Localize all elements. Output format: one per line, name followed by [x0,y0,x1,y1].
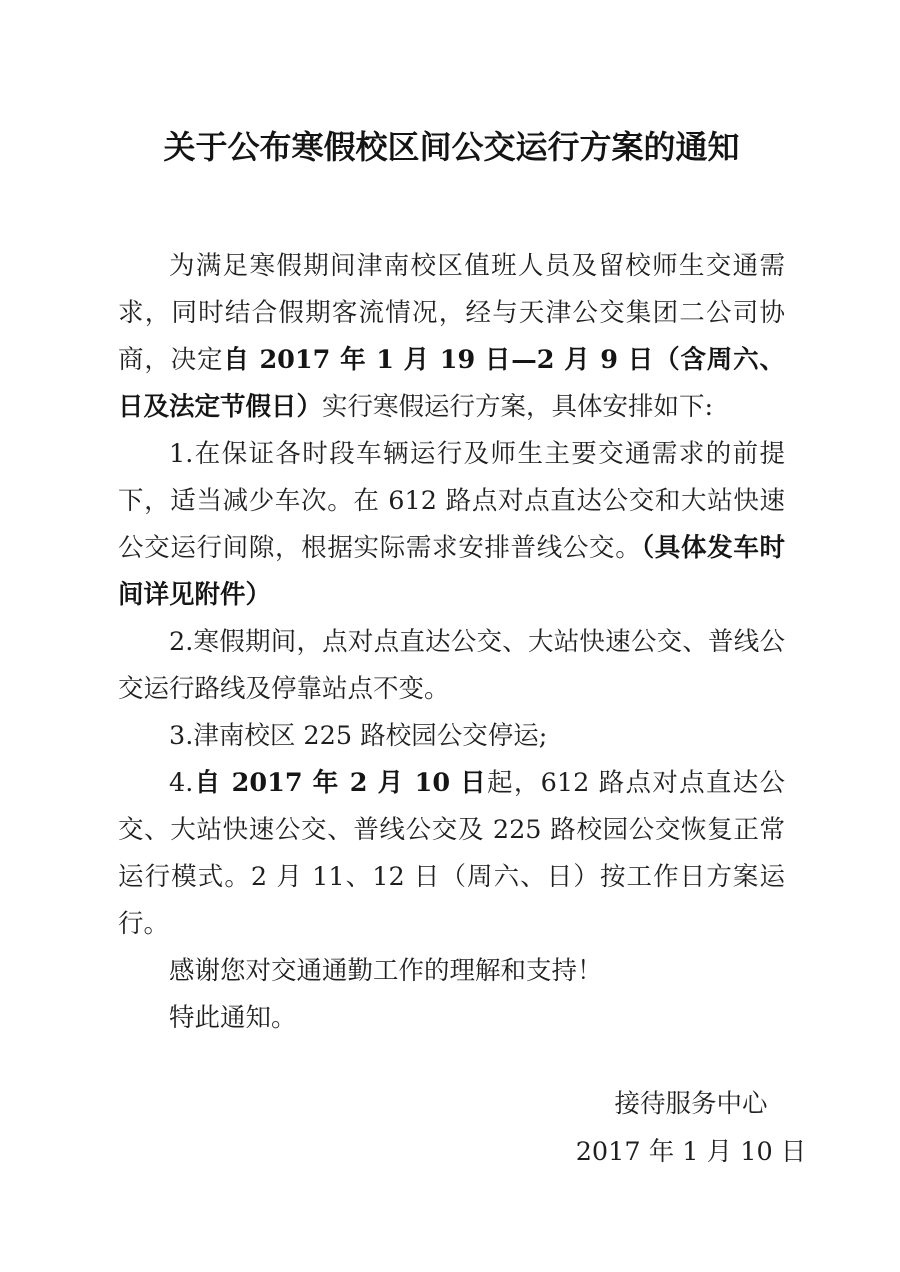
closing-text-run: 特此通知。 [169,1003,297,1033]
item4-number-run: 4. [169,768,194,798]
item2-text-run: 2.寒假期间，点对点直达公交、大站快速公交、普线公交运行路线及停靠站点不变。 [118,627,785,704]
signature-date: 2017 年 1 月 10 日 [575,1137,807,1167]
item4-bold-date: 自 2017 年 2 月 10 日 [193,768,488,798]
paragraph-item-1 [118,431,785,619]
paragraph-thanks [118,948,785,995]
paragraph-item-2 [118,619,785,713]
signature-org: 接待服务中心 [614,1089,768,1119]
intro-bold-date-range: 自 2017 年 1 月 19 日—2 月 9 日（含周六、日及法定节假日） [118,345,785,422]
intro-text-run: 为满足寒假期间津南校区值班人员及留校师生交通需求，同时结合假期客流情况，经与天津公交集团二公司协商，决定 [118,251,785,375]
notice-body [118,243,785,1042]
item1-bold-attachment-note: （具体发车时间详见附件） [118,533,785,610]
paragraph-closing [118,995,785,1042]
thanks-text-run: 感谢您对交通通勤工作的理解和支持！ [169,956,603,986]
paragraph-intro [118,243,785,431]
item4-text-run-tail: 起，612 路点对点直达公交、大站快速公交、普线公交及 225 路校园公交恢复正常运行模式。2 月 11、12 日（周六、日）按工作日方案运行。 [118,768,785,939]
paragraph-item-3 [118,713,785,760]
signature-block [511,1080,871,1176]
notice-title: 关于公布寒假校区间公交运行方案的通知 [163,128,740,166]
item3-text-run: 3.津南校区 225 路校园公交停运; [169,721,548,751]
item1-text-run: 1.在保证各时段车辆运行及师生主要交通需求的前提下，适当减少车次。在 612 路点对点直达公交和大站快速公交运行间隙，根据实际需求安排普线公交。 [118,439,785,563]
paragraph-item-4 [118,760,785,948]
intro-text-run-tail: 实行寒假运行方案，具体安排如下: [322,392,714,422]
